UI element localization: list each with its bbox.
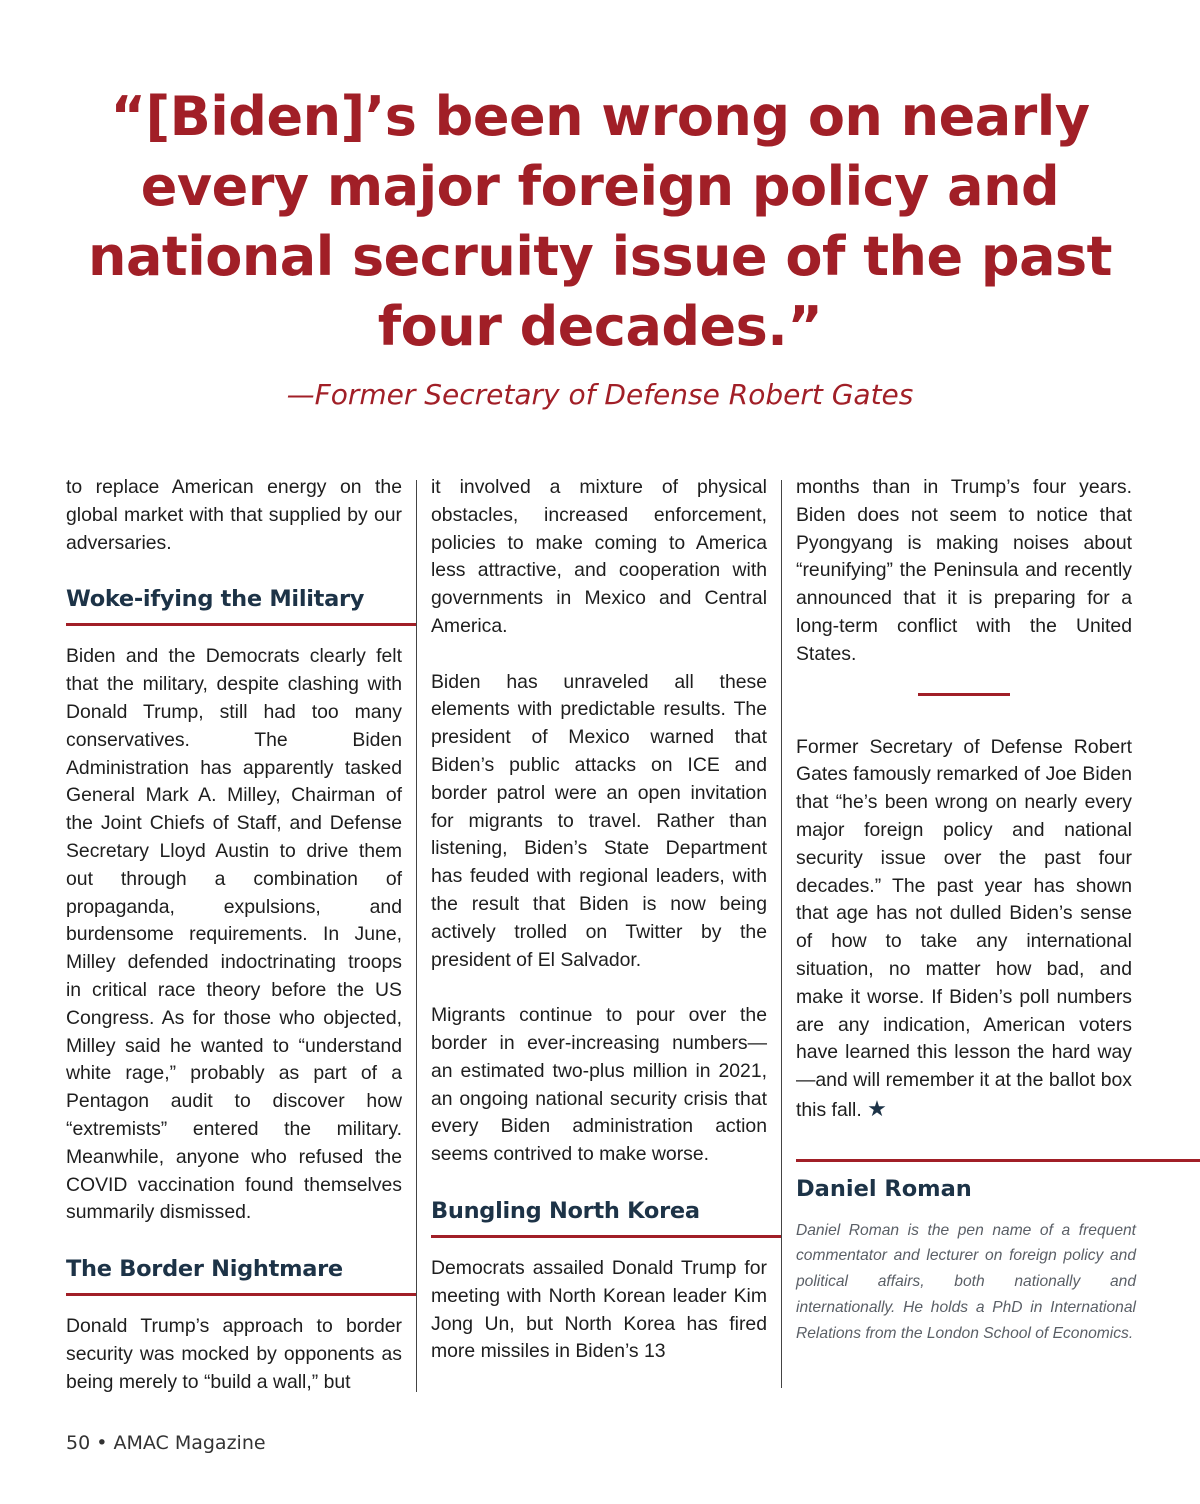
column3-paragraph-1: months than in Trump’s four years. Biden does not seem to notice that Pyongyang is making noises about “reunifying” the Peninsula and recently announced that it is preparing for a long-term conflict with the United States. — [796, 476, 1132, 665]
section-heading-military — [66, 585, 402, 626]
border-paragraph: Donald Trump’s approach to border security was mocked by opponents as being merely to “build a wall,” but — [66, 1315, 402, 1393]
column2-paragraph-2: Biden has unraveled all these elements with predictable results. The president of Mexico warned that Biden’s public attacks on ICE and border patrol were an open invitation for migrants to travel. Rather than listening, Biden’s State Department has feuded with regional leaders, with the result that Biden is now being actively trolled on Twitter by the president of El Salvador. — [431, 670, 767, 971]
column2-paragraph-3: Migrants continue to pour over the border in ever-increasing numbers—an estimated two-plus million in 2021, an ongoing national security crisis that every Biden administration action seems contrived to make worse. — [431, 1004, 767, 1166]
section-heading-border — [66, 1255, 402, 1296]
page-footer: 50 • AMAC Magazine — [66, 1432, 266, 1454]
heading-underline — [66, 1293, 416, 1296]
quote-attribution: —Former Secretary of Defense Robert Gates — [286, 378, 914, 411]
heading-underline — [431, 1235, 781, 1238]
article-column-3 — [796, 474, 1136, 1347]
section-heading-north-korea — [431, 1197, 767, 1238]
military-paragraph: Biden and the Democrats clearly felt that the military, despite clashing with Donald Trump, still had too many conservatives. The Biden Administration has apparently tasked General Mark A. Milley, Chairman of the Joint Chiefs of Staff, and Defense Secretary Lloyd Austin to drive them out through a combination of propaganda, expulsions, and burdensome requirements. In June, Milley defended indoctrinating troops in critical race theory before the US Congress. As for those who objected, Milley said he wanted to “understand white rage,” probably as part of a Pentagon audit to discover how “extremists” entered the military. Meanwhile, anyone who refused the COVID vaccination found themselves summarily dismissed. — [66, 645, 402, 1224]
heading-border-nightmare: The Border Nightmare — [66, 1256, 343, 1283]
pull-quote: “[Biden]’s been wrong on nearly every major foreign policy and national secruity issue of the past four decades.” — [88, 85, 1112, 358]
column-divider-2 — [781, 480, 782, 1388]
article-column-2 — [431, 474, 767, 1366]
author-bio: Daniel Roman is the pen name of a frequent commentator and lecturer on foreign policy and political affairs, both nationally and internationally. He holds a PhD in International Relations from the London School of Economics. — [796, 1221, 1136, 1342]
column-divider-1 — [416, 480, 417, 1392]
north-korea-paragraph: Democrats assailed Donald Trump for meeting with North Korean leader Kim Jong Un, but North Korea has fired more missiles in Biden’s 13 — [431, 1256, 767, 1363]
heading-woke-ifying-military: Woke-ifying the Military — [66, 586, 365, 613]
section-break-rule — [918, 693, 1010, 696]
heading-underline — [66, 623, 416, 626]
author-bio-box — [796, 1175, 1136, 1347]
author-name: Daniel Roman — [796, 1175, 972, 1202]
column1-intro: to replace American energy on the global market with that supplied by our adversaries. — [66, 476, 402, 554]
closing-paragraph-text: Former Secretary of Defense Robert Gates famously remarked of Joe Biden that “he’s been wrong on nearly every major foreign policy and national security issue over the past four decades.” The past year has shown that age has not dulled Biden’s sense of how to take any international situation, no matter how bad, and make it worse. If Biden’s poll numbers are any indication, American voters have learned this lesson the hard way—and will remember it at the ballot box this fall. — [796, 735, 1132, 1121]
heading-bungling-north-korea: Bungling North Korea — [431, 1197, 700, 1224]
column2-paragraph-1: it involved a mixture of physical obstacles, increased enforcement, policies to make coming to America less attractive, and cooperation with governments in Mexico and Central America. — [431, 476, 767, 637]
column3-paragraph-2 — [796, 734, 1132, 1125]
author-box-rule — [796, 1159, 1200, 1162]
end-mark-star-icon: ★ — [867, 1095, 887, 1121]
article-column-1 — [66, 474, 402, 1397]
